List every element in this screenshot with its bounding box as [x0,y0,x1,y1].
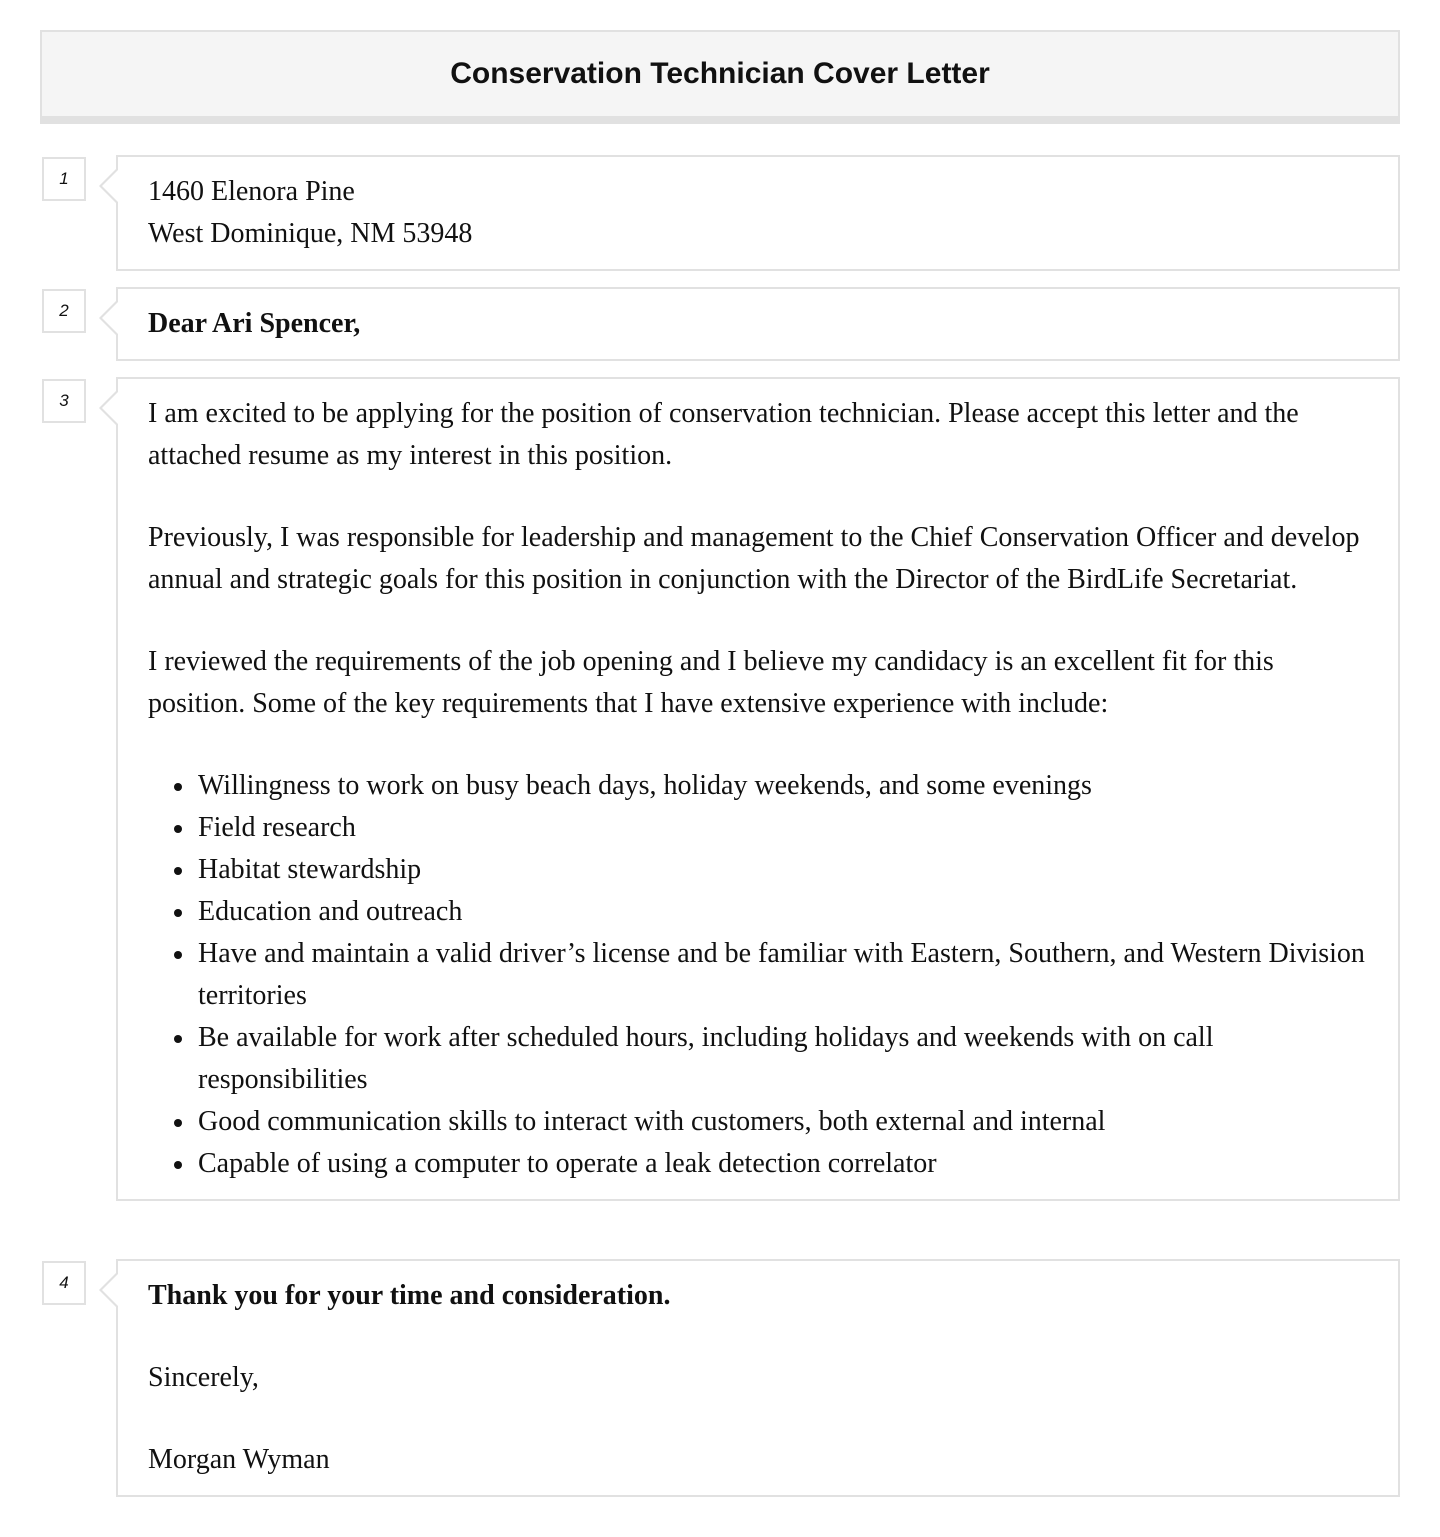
list-item: Willingness to work on busy beach days, holiday weekends, and some evenings [198,765,1368,807]
salutation-card [116,287,1400,361]
section-number: 4 [42,1261,86,1305]
list-item: Capable of using a computer to operate a leak detection correlator [198,1143,1368,1185]
list-item: Habitat stewardship [198,849,1368,891]
list-item: Education and outreach [198,891,1368,933]
sign-off: Sincerely, [148,1362,259,1393]
section-number: 3 [42,379,86,423]
body-paragraph-experience: Previously, I was responsible for leadership and management to the Chief Conservation Officer and develop annual and strategic goals for this position in conjunction with the Director of the BirdLife Secretariat. [148,522,1360,595]
list-item: Be available for work after scheduled hours, including holidays and weekends with on call responsibilities [198,1017,1368,1101]
list-item: Have and maintain a valid driver’s license and be familiar with Eastern, Southern, and Western Division territories [198,933,1368,1017]
body-card [116,377,1400,1201]
page-title: Conservation Technician Cover Letter [450,57,990,90]
closing-thanks: Thank you for your time and consideration. [148,1280,671,1311]
requirements-list [148,765,1368,1185]
list-item: Field research [198,807,1368,849]
list-item: Good communication skills to interact with customers, both external and internal [198,1101,1368,1143]
address-card [116,155,1400,271]
body-paragraph-requirements: I reviewed the requirements of the job opening and I believe my candidacy is an excellent fit for this position. Some of the key requirements that I have extensive experience with include: [148,646,1274,719]
section-number: 1 [42,157,86,201]
salutation: Dear Ari Spencer, [148,308,361,339]
address-line-1: 1460 Elenora Pine [148,176,355,207]
closing-card [116,1259,1400,1497]
letter-header [40,30,1400,124]
signature: Morgan Wyman [148,1444,330,1475]
address-line-2: West Dominique, NM 53948 [148,218,473,249]
section-number: 2 [42,289,86,333]
body-paragraph-intro: I am excited to be applying for the position of conservation technician. Please accept this letter and the attached resume as my interest in this position. [148,398,1299,471]
